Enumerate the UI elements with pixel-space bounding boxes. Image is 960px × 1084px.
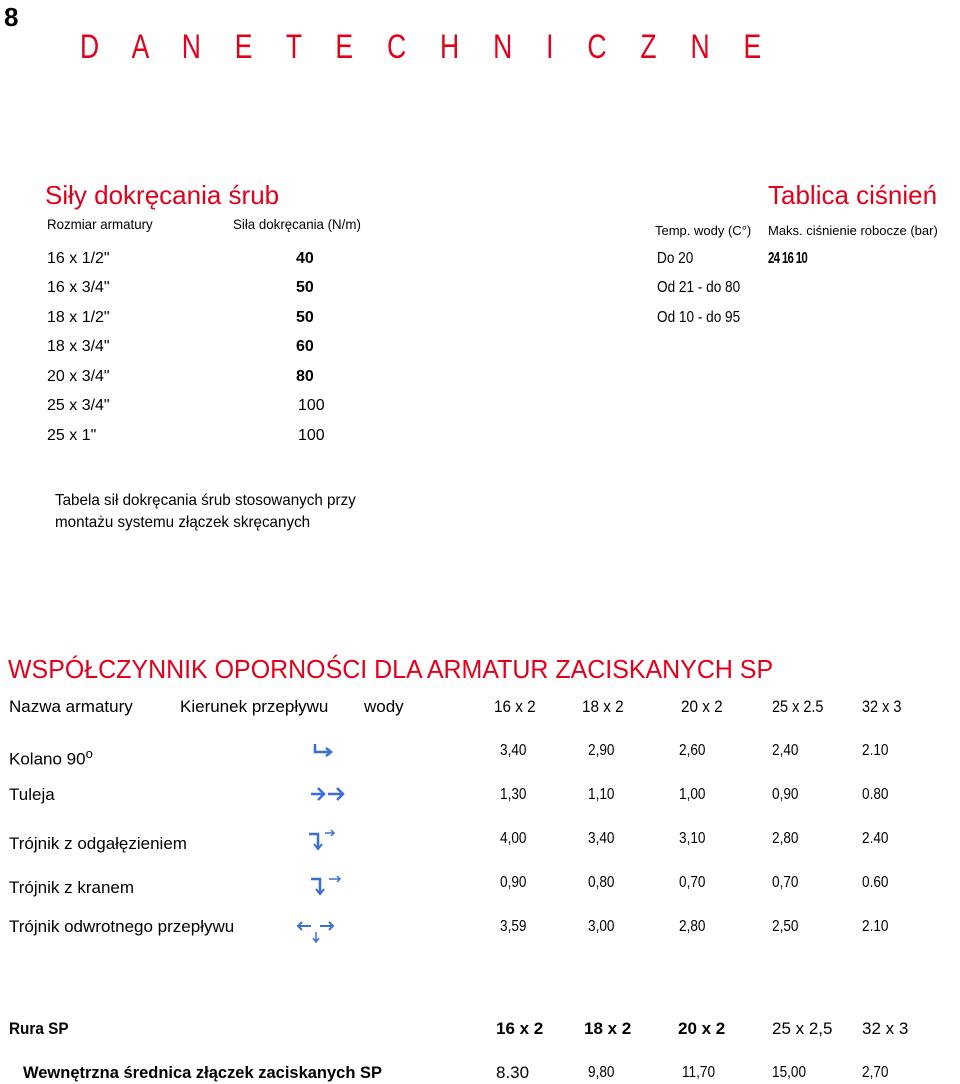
resistance-size-header: 32 x 3	[862, 697, 902, 716]
coef-value: 4,00	[500, 830, 527, 847]
fitting-name: Trójnik z odgałęzieniem	[9, 834, 187, 853]
coef-value: 1,10	[588, 786, 615, 803]
coef-value: 2,80	[679, 918, 706, 935]
pressure-row-temp: Od 10 - do 95	[657, 309, 741, 326]
coef-value: 2,90	[588, 742, 615, 759]
tee-branch-arrow-icon	[308, 828, 336, 852]
torque-row-force: 100	[298, 397, 325, 414]
torque-row-size: 25 x 3/4"	[47, 397, 110, 414]
fitting-name: Tuleja	[9, 785, 55, 804]
torque-row-size: 16 x 3/4"	[47, 279, 110, 296]
resistance-section-title: WSPÓŁCZYNNIK OPORNOŚCI DLA ARMATUR ZACISKANYCH SP	[8, 654, 774, 684]
fitting-name: Trójnik z kranem	[9, 878, 135, 897]
caption-line: Tabela sił dokręcania śrub stosowanych przy	[55, 492, 356, 509]
torque-row-size: 16 x 1/2"	[47, 250, 110, 267]
coef-value: 0,70	[679, 874, 706, 891]
page-number: 8	[4, 2, 19, 32]
coef-value: 1,30	[500, 786, 527, 803]
pipe-value: 9,80	[588, 1064, 615, 1081]
pipe-value: 11,70	[682, 1064, 716, 1081]
torque-row-size: 18 x 3/4"	[47, 338, 110, 355]
torque-row-force: 40	[296, 250, 314, 267]
coef-value: 0.60	[862, 874, 889, 891]
torque-row-force: 100	[298, 427, 325, 444]
coef-value: 3,10	[679, 830, 706, 847]
resistance-col-flow-header: Kierunek przepływu	[180, 697, 329, 716]
coef-value: 3,00	[588, 918, 615, 935]
page-title: D A N E T E C H N I C Z N E	[80, 28, 775, 66]
degree-sup: o	[85, 746, 93, 761]
pressure-section-title: Tablica ciśnień	[768, 180, 938, 210]
resistance-col-water-header: wody	[364, 697, 404, 716]
torque-row-size: 25 x 1"	[47, 427, 97, 444]
coef-value: 0,80	[588, 874, 615, 891]
torque-row-force: 50	[296, 279, 314, 296]
coef-value: 3,40	[500, 742, 527, 759]
coef-value: 2.40	[862, 830, 889, 847]
fitting-name-text: Kolano 90	[9, 749, 86, 769]
torque-section-title: Siły dokręcania śrub	[45, 180, 280, 210]
torque-table-caption	[55, 490, 356, 534]
pressure-row-temp: Od 21 - do 80	[657, 279, 741, 296]
tee-tap-arrow-icon	[310, 873, 342, 897]
fitting-name: Trójnik odwrotnego przepływu	[9, 917, 235, 936]
pipe-value: 2,70	[862, 1064, 889, 1081]
coef-value: 1,00	[679, 786, 706, 803]
coef-value: 3,59	[500, 918, 527, 935]
elbow-arrow-icon	[312, 742, 334, 758]
torque-col-force-header: Siła dokręcania (N/m)	[233, 216, 361, 232]
caption-line: montażu systemu złączek skręcanych	[55, 514, 311, 531]
pressure-col-temp-header: Temp. wody (C°)	[655, 223, 752, 238]
resistance-size-header: 18 x 2	[582, 697, 624, 716]
pipe-value: 15,00	[772, 1064, 807, 1081]
double-right-arrow-icon	[310, 785, 346, 803]
coef-value: 3,40	[588, 830, 615, 847]
coef-value: 0.80	[862, 786, 889, 803]
resistance-size-header: 20 x 2	[681, 697, 723, 716]
pressure-col-pressure-header: Maks. ciśnienie robocze (bar)	[768, 223, 938, 238]
pressure-row-temp: Do 20	[657, 250, 694, 267]
pipe-size-header: 25 x 2,5	[772, 1019, 833, 1038]
coef-value: 0,70	[772, 874, 799, 891]
pressure-values: 24 16 10	[768, 250, 808, 267]
resistance-size-header: 16 x 2	[494, 697, 536, 716]
torque-row-force: 60	[296, 338, 314, 355]
pipe-title: Rura SP	[9, 1019, 69, 1038]
pipe-size-header: 16 x 2	[496, 1019, 544, 1038]
resistance-col-name-header: Nazwa armatury	[9, 697, 133, 716]
torque-row-size: 18 x 1/2"	[47, 309, 110, 326]
coef-value: 0,90	[772, 786, 799, 803]
reverse-flow-arrow-icon	[296, 918, 336, 944]
coef-value: 2,80	[772, 830, 799, 847]
coef-value: 0,90	[500, 874, 527, 891]
coef-value: 2,60	[679, 742, 706, 759]
torque-row-force: 80	[296, 368, 314, 385]
fitting-name	[9, 746, 93, 770]
torque-row-force: 50	[296, 309, 314, 326]
coef-value: 2,40	[772, 742, 799, 759]
torque-row-size: 20 x 3/4"	[47, 368, 110, 385]
pipe-row-label: Wewnętrzna średnica złączek zaciskanych SP	[23, 1063, 382, 1082]
pipe-size-header: 20 x 2	[678, 1019, 726, 1038]
pipe-value: 8.30	[496, 1063, 530, 1082]
pipe-size-header: 18 x 2	[584, 1019, 632, 1038]
pipe-size-header: 32 x 3	[862, 1019, 909, 1038]
coef-value: 2.10	[862, 742, 889, 759]
resistance-size-header: 25 x 2.5	[772, 697, 824, 716]
coef-value: 2.10	[862, 918, 889, 935]
coef-value: 2,50	[772, 918, 799, 935]
torque-col-size-header: Rozmiar armatury	[47, 216, 153, 232]
